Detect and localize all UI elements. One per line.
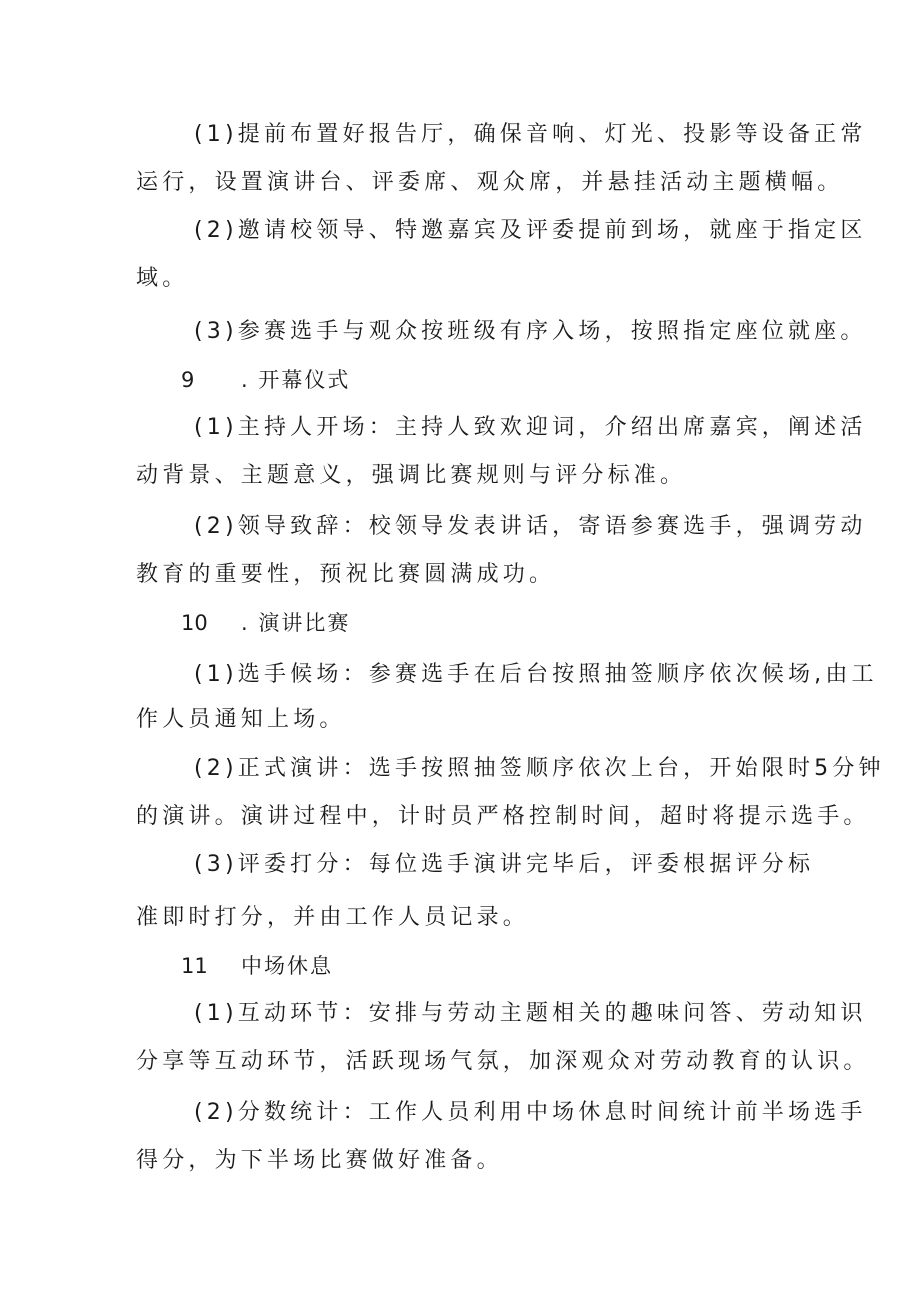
paragraph-line: (1)主持人开场：主持人致欢迎词，介绍出席嘉宾，阐述活: [194, 415, 867, 440]
paragraph-line: 的演讲。演讲过程中，计时员严格控制时间，超时将提示选手。: [136, 804, 870, 829]
paragraph-line: (1)互动环节：安排与劳动主题相关的趣味问答、劳动知识: [194, 1001, 867, 1026]
paragraph-line: 分享等互动环节，活跃现场气氛，加深观众对劳动教育的认识。: [136, 1049, 870, 1074]
section-title: 中场休息: [241, 954, 333, 978]
section-number: 9: [181, 368, 195, 392]
section-number: 10: [181, 611, 208, 635]
paragraph-line: 准即时打分，并由工作人员记录。: [136, 905, 530, 930]
paragraph-line: (3)评委打分：每位选手演讲完毕后，评委根据评分标: [194, 852, 815, 877]
section-heading: [181, 365, 350, 395]
paragraph-line: (2)分数统计：工作人员利用中场休息时间统计前半场选手: [194, 1100, 867, 1125]
paragraph-line: 教育的重要性，预祝比赛圆满成功。: [136, 562, 556, 587]
paragraph-line: 运行，设置演讲台、评委席、观众席，并悬挂活动主题横幅。: [136, 170, 844, 195]
section-heading: [181, 608, 350, 638]
paragraph-line: (2)邀请校领导、特邀嘉宾及评委提前到场，就座于指定区: [194, 218, 867, 243]
section-number: 11: [181, 954, 208, 978]
paragraph-line: 域。: [136, 266, 189, 291]
section-heading: [181, 951, 333, 981]
paragraph-line: (1)选手候场：参赛选手在后台按照抽签顺序依次候场,由工: [194, 662, 878, 687]
paragraph-line: (2)正式演讲：选手按照抽签顺序依次上台，开始限时5分钟: [194, 756, 885, 781]
paragraph-line: (1)提前布置好报告厅，确保音响、灯光、投影等设备正常: [194, 122, 867, 147]
paragraph-line: 得分，为下半场比赛做好准备。: [136, 1148, 503, 1173]
paragraph-line: (3)参赛选手与观众按班级有序入场，按照指定座位就座。: [194, 319, 867, 344]
paragraph-line: (2)领导致辞：校领导发表讲话，寄语参赛选手，强调劳动: [194, 514, 867, 539]
paragraph-line: 作人员通知上场。: [136, 707, 346, 732]
section-title: . 开幕仪式: [241, 368, 351, 392]
paragraph-line: 动背景、主题意义，强调比赛规则与评分标准。: [136, 463, 687, 488]
section-title: . 演讲比赛: [241, 611, 351, 635]
